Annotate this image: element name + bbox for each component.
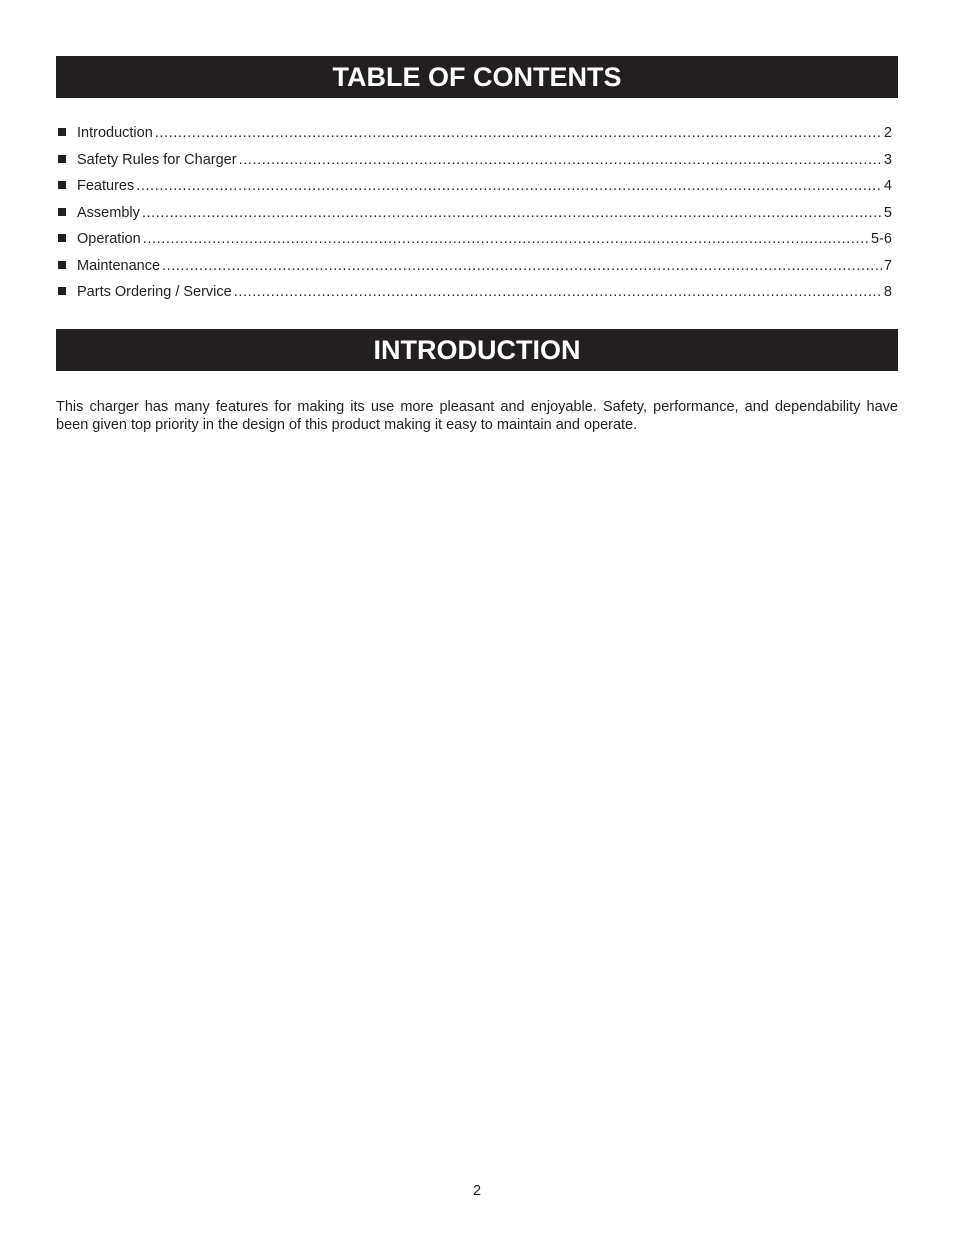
toc-item-page: 5-6 <box>871 231 892 247</box>
toc-item-maintenance[interactable] <box>56 255 892 282</box>
toc-item-page: 5 <box>883 204 892 221</box>
square-bullet-icon <box>58 208 66 216</box>
toc-item-label: Assembly <box>77 204 140 221</box>
dot-leader <box>136 175 882 197</box>
toc-heading: TABLE OF CONTENTS <box>56 56 898 98</box>
introduction-paragraph: This charger has many features for making its use more pleasant and enjoyable. Safety, performance, and dependability have been given top priority in the design of this product making it easy to maintain and operate. <box>56 399 898 433</box>
toc-item-page: 3 <box>883 151 892 168</box>
toc-item-features[interactable] <box>56 175 892 202</box>
toc-item-label: Operation <box>77 231 141 247</box>
toc-item-page: 2 <box>883 125 892 141</box>
dot-leader <box>162 255 882 277</box>
toc-item-assembly[interactable] <box>56 202 892 229</box>
toc-item-safety-rules[interactable] <box>56 149 892 176</box>
toc-item-label: Maintenance <box>77 257 161 274</box>
toc-item-label: Parts Ordering / Service <box>77 284 232 300</box>
toc-item-page: 8 <box>883 284 892 300</box>
introduction-heading: INTRODUCTION <box>56 329 898 371</box>
square-bullet-icon <box>58 234 66 242</box>
toc-item-page: 7 <box>883 257 892 274</box>
square-bullet-icon <box>58 287 66 295</box>
dot-leader <box>142 202 882 224</box>
toc-item-introduction[interactable] <box>56 122 892 149</box>
dot-leader <box>234 281 882 303</box>
toc-item-label: Features <box>77 178 135 194</box>
square-bullet-icon <box>58 261 66 269</box>
square-bullet-icon <box>58 181 66 189</box>
toc-item-parts-ordering[interactable] <box>56 281 892 308</box>
square-bullet-icon <box>58 155 66 163</box>
dot-leader <box>143 228 869 250</box>
toc-list <box>56 122 892 308</box>
square-bullet-icon <box>58 128 66 136</box>
toc-item-page: 4 <box>883 178 892 194</box>
toc-item-label: Introduction <box>77 125 153 141</box>
toc-item-operation[interactable] <box>56 228 892 255</box>
page-number: 2 <box>472 1183 482 1199</box>
dot-leader <box>155 122 882 144</box>
toc-item-label: Safety Rules for Charger <box>77 151 237 168</box>
dot-leader <box>239 149 882 171</box>
